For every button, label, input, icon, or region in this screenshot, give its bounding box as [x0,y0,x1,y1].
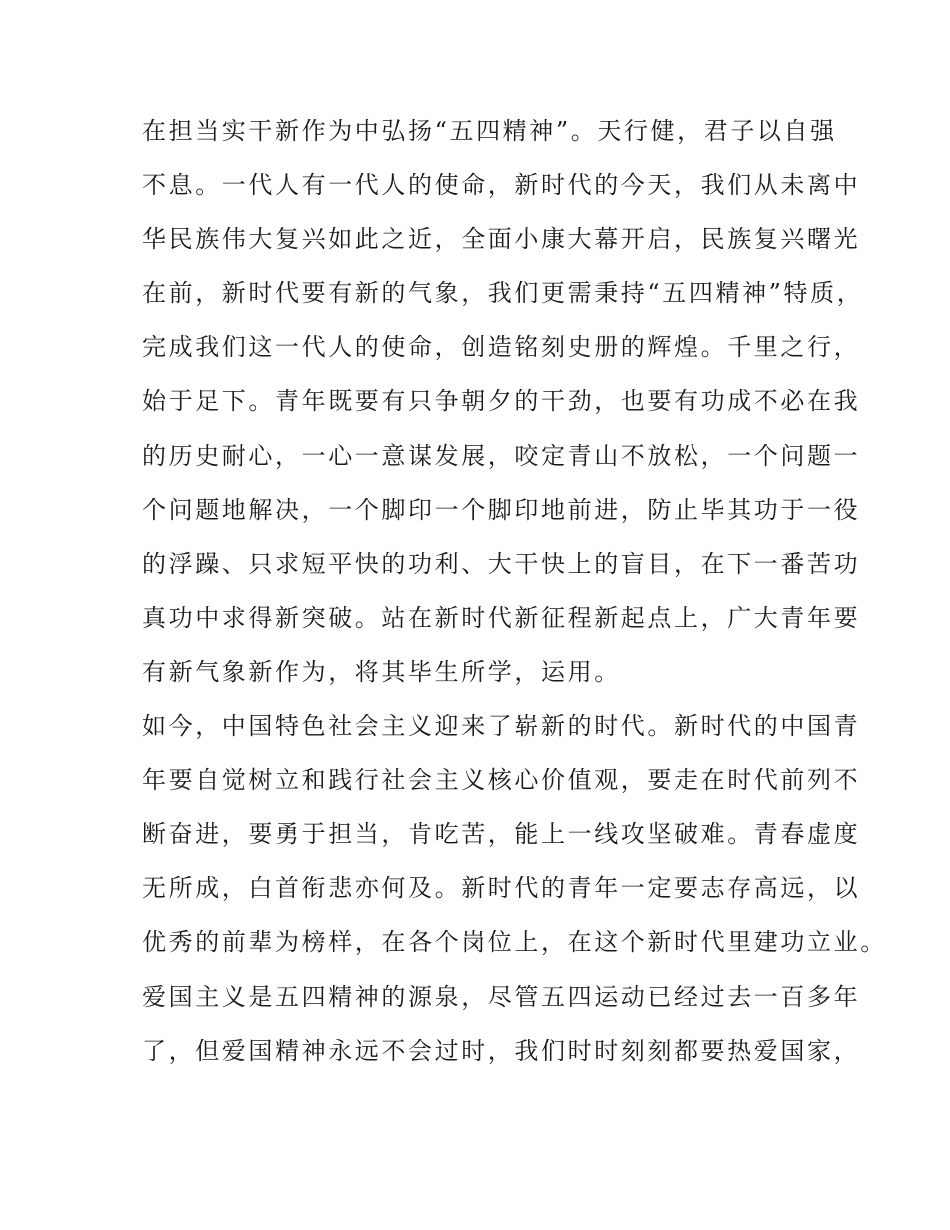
text-line: 优秀的前辈为榜样，在各个岗位上，在这个新时代里建功立业。 [142,928,887,957]
text-line: 爱国主义是五四精神的源泉，尽管五四运动已经过去一百多年 [142,982,861,1011]
text-line: 真功中求得新突破。站在新时代新征程新起点上，广大青年要 [142,603,861,632]
text-line: 不息。一代人有一代人的使命，新时代的今天，我们从未离中 [142,171,861,200]
text-line: 个问题地解决，一个脚印一个脚印地前进，防止毕其功于一役 [142,495,861,524]
text-line: 断奋进，要勇于担当，肯吃苦，能上一线攻坚破难。青春虚度 [142,820,861,849]
text-line: 在担当实干新作为中弘扬“五四精神”。天行健，君子以自强 [142,117,837,145]
text-line: 在前，新时代要有新的气象，我们更需秉持“五四精神”特质， [142,279,864,308]
text-line: 有新气象新作为，将其毕生所学，运用。 [142,657,621,686]
text-line: 年要自觉树立和践行社会主义核心价值观，要走在时代前列不 [142,766,861,795]
text-line: 始于足下。青年既要有只争朝夕的干劲，也要有功成不必在我 [142,387,861,416]
text-line: 的浮躁、只求短平快的功利、大干快上的盲目，在下一番苦功 [142,549,861,578]
text-line: 的历史耐心，一心一意谋发展，咬定青山不放松，一个问题一 [142,441,861,470]
text-line: 如今，中国特色社会主义迎来了崭新的时代。新时代的中国青 [142,712,861,741]
text-line: 无所成，白首衔悲亦何及。新时代的青年一定要志存高远，以 [142,874,861,903]
text-line: 完成我们这一代人的使命，创造铭刻史册的辉煌。千里之行， [142,333,861,362]
body-text [142,104,887,1078]
text-line: 了，但爱国精神永远不会过时，我们时时刻刻都要热爱国家， [142,1036,861,1065]
text-line: 华民族伟大复兴如此之近，全面小康大幕开启，民族复兴曙光 [142,225,861,254]
